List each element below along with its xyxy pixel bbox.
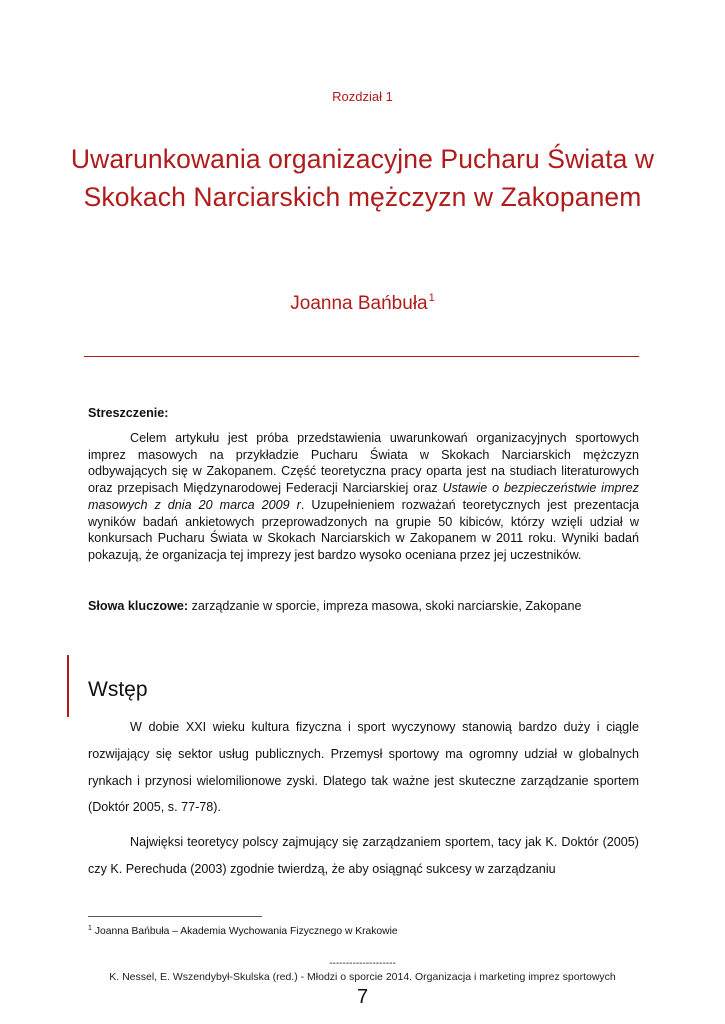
page-number: 7 [356,986,369,1008]
title-divider [84,356,639,357]
footnote [88,922,639,939]
footnote-divider [88,916,262,917]
footnote-text: Joanna Bańbuła – Akademia Wychowania Fizycznego w Krakowie [94,926,398,937]
abstract-text-a: Celem artykułu jest próba przedstawienia uwarunkowań organizacyjnych sportowych imprez masowych na przykładzie Pucharu Świata w Skokach Narciarskich mężczyzn odbywających się w Zakopanem. Część teoretyczna pracy oparta jest na studiach literaturowych oraz przepisach Międzynarodowej Federacji Narciarskiej oraz [88,431,639,496]
footnote-mark: 1 [88,925,92,932]
abstract-body [88,430,639,564]
body-paragraph: W dobie XXI wieku kultura fizyczna i sport wyczynowy stanowią bardzo duży i ciągle rozwijający się sektor usług publicznych. Przemysł sportowy ma ogromny udział w globalnych rynkach i przynosi wielomilionowe zyski. Dlatego tak ważne jest skuteczne zarządzanie sportem (Doktór 2005, s. 77-78). [88,720,639,815]
page-title: Uwarunkowania organizacyjne Pucharu Świata w Skokach Narciarskich mężczyzn w Zakopanem [70,144,655,212]
abstract-text-italic: Ustawie o bezpieczeństwie imprez masowych z dnia 20 marca 2009 r [88,481,639,512]
body-paragraph: Najwięksi teoretycy polscy zajmujący się zarządzaniem sportem, tacy jak K. Doktór (2005) czy K. Perechuda (2003) zgodnie twierdzą, że aby osiągnąć sukcesy w zarządzaniu [88,835,639,876]
abstract-text-b: . Uzupełnieniem rozważań teoretycznych jest prezentacja wyników badań ankietowych przeprowadzonych na grupie 50 kibiców, którzy wzięli udział w konkursach Pucharu Świata w Skokach Narciarskich w Zakopanem w 2011 roku. Wyniki badań pokazują, że organizacja tej imprezy jest bardzo wysoko oceniana przez jej uczestników. [88,497,640,562]
footer-dashes: -------------------- [329,958,396,969]
abstract-heading: Streszczenie: [88,406,169,420]
section-accent-bar [67,655,69,717]
keywords-line [88,598,639,615]
author-line [0,292,725,315]
keywords-text: zarządzanie w sporcie, impreza masowa, skoki narciarskie, Zakopane [188,599,582,613]
keywords-label: Słowa kluczowe: [88,599,189,613]
section-title: Wstęp [88,678,148,701]
author-name: Joanna Bańbuła [290,293,428,314]
footer-citation: K. Nessel, E. Wszendybył-Skulska (red.) - Młodzi o sporcie 2014. Organizacja i marketing imprez sportowych [109,971,616,983]
chapter-label: Rozdział 1 [332,89,393,104]
author-footnote-mark: 1 [428,292,435,304]
